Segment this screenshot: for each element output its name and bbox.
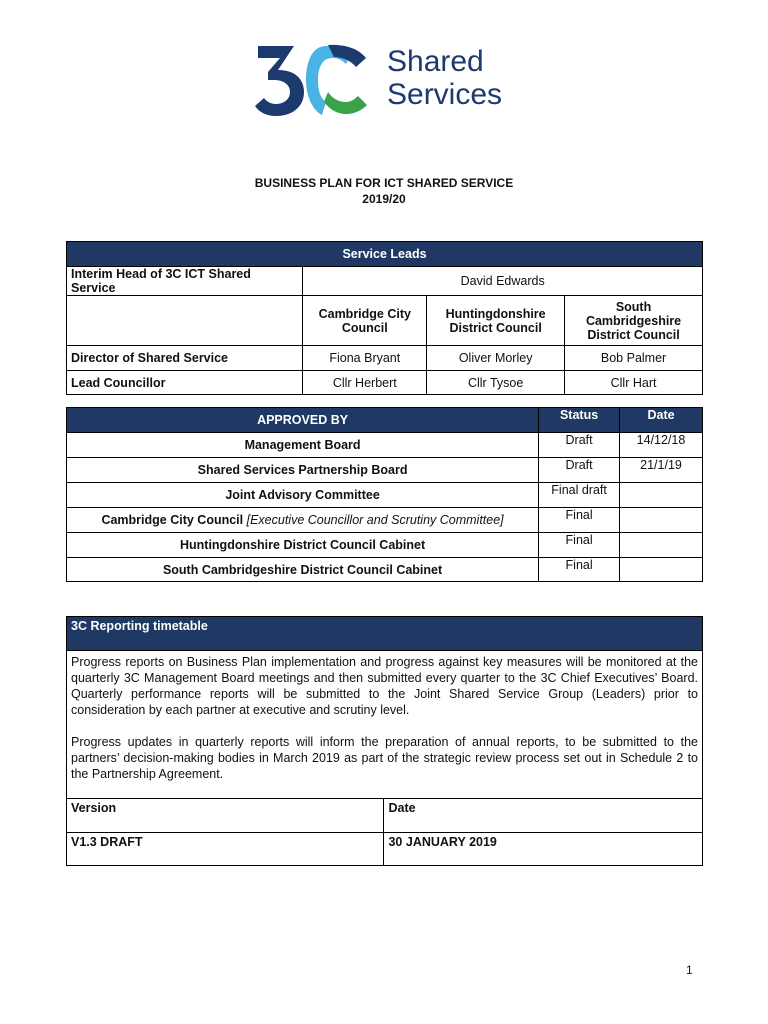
table-row: [67, 508, 703, 533]
approval-status: Draft: [539, 458, 620, 483]
document-year: 2019/20: [362, 192, 406, 206]
reporting-header: 3C Reporting timetable: [67, 617, 703, 651]
table-row: [67, 433, 703, 458]
approval-date: [620, 483, 703, 508]
reporting-table: [66, 616, 703, 866]
page-number: 1: [686, 963, 693, 977]
approval-name: Management Board: [67, 433, 539, 458]
approvals-table: [66, 407, 703, 582]
status-header: Status: [539, 408, 620, 433]
approval-status: Final: [539, 508, 620, 533]
approval-status: Final draft: [539, 483, 620, 508]
approved-by-header: APPROVED BY: [67, 408, 539, 433]
approval-body: Cambridge City Council: [101, 513, 244, 527]
approval-name: South Cambridgeshire District Council Cabinet: [67, 558, 539, 582]
council-header: South Cambridgeshire District Council: [565, 296, 703, 346]
interim-head-label: Interim Head of 3C ICT Shared Service: [67, 267, 303, 296]
date-header: Date: [620, 408, 703, 433]
approval-body-detail: [Executive Councillor and Scrutiny Committee]: [246, 513, 504, 527]
logo-line-shared: Shared: [387, 45, 484, 78]
row-label: Lead Councillor: [67, 371, 303, 395]
cell-value: Cllr Herbert: [303, 371, 427, 395]
reporting-paragraph: Progress updates in quarterly reports will inform the preparation of annual reports, to be submitted to the partners’ decision-making bodies in March 2019 as part of the strategic review process set out in Schedule 2 to the Partnership Agreement.: [71, 735, 698, 781]
approval-date: [620, 508, 703, 533]
council-header: Cambridge City Council: [303, 296, 427, 346]
interim-head-name: David Edwards: [303, 267, 703, 296]
approval-date: [620, 533, 703, 558]
table-row: [67, 483, 703, 508]
approval-name: Shared Services Partnership Board: [67, 458, 539, 483]
cell-value: Oliver Morley: [427, 346, 565, 371]
date-value: 30 JANUARY 2019: [384, 833, 703, 866]
approval-date: 14/12/18: [620, 433, 703, 458]
date-label: Date: [384, 799, 703, 833]
table-row: [67, 533, 703, 558]
table-row: [67, 371, 703, 395]
approval-date: [620, 558, 703, 582]
council-header: Huntingdonshire District Council: [427, 296, 565, 346]
approval-status: Final: [539, 558, 620, 582]
cell-value: Bob Palmer: [565, 346, 703, 371]
reporting-body: [67, 651, 703, 799]
table-row: [67, 346, 703, 371]
logo-text: [387, 45, 502, 111]
table-row: [67, 558, 703, 582]
cell-value: Cllr Hart: [565, 371, 703, 395]
approval-name: Huntingdonshire District Council Cabinet: [67, 533, 539, 558]
cell-value: Fiona Bryant: [303, 346, 427, 371]
document-title: BUSINESS PLAN FOR ICT SHARED SERVICE: [254, 176, 514, 190]
service-leads-table: [66, 241, 703, 395]
version-value: V1.3 DRAFT: [67, 833, 384, 866]
approval-date: 21/1/19: [620, 458, 703, 483]
row-label: Director of Shared Service: [67, 346, 303, 371]
reporting-paragraph: Progress reports on Business Plan implementation and progress against key measures will be monitored at the quarterly 3C Management Board meetings and then submitted every quarter to the 3C Chief Executives’ Board. Quarterly performance reports will be submitted to the Joint Shared Service Group (Leaders) prior to consideration by each partner at executive and scrutiny level.: [71, 655, 698, 717]
approval-status: Final: [539, 533, 620, 558]
approval-name: Joint Advisory Committee: [67, 483, 539, 508]
approval-status: Draft: [539, 433, 620, 458]
approval-name: [67, 508, 539, 533]
blank-cell: [67, 296, 303, 346]
table-row: [67, 458, 703, 483]
service-leads-header: Service Leads: [67, 242, 703, 267]
cell-value: Cllr Tysoe: [427, 371, 565, 395]
logo-line-services: Services: [387, 78, 503, 111]
version-label: Version: [67, 799, 384, 833]
